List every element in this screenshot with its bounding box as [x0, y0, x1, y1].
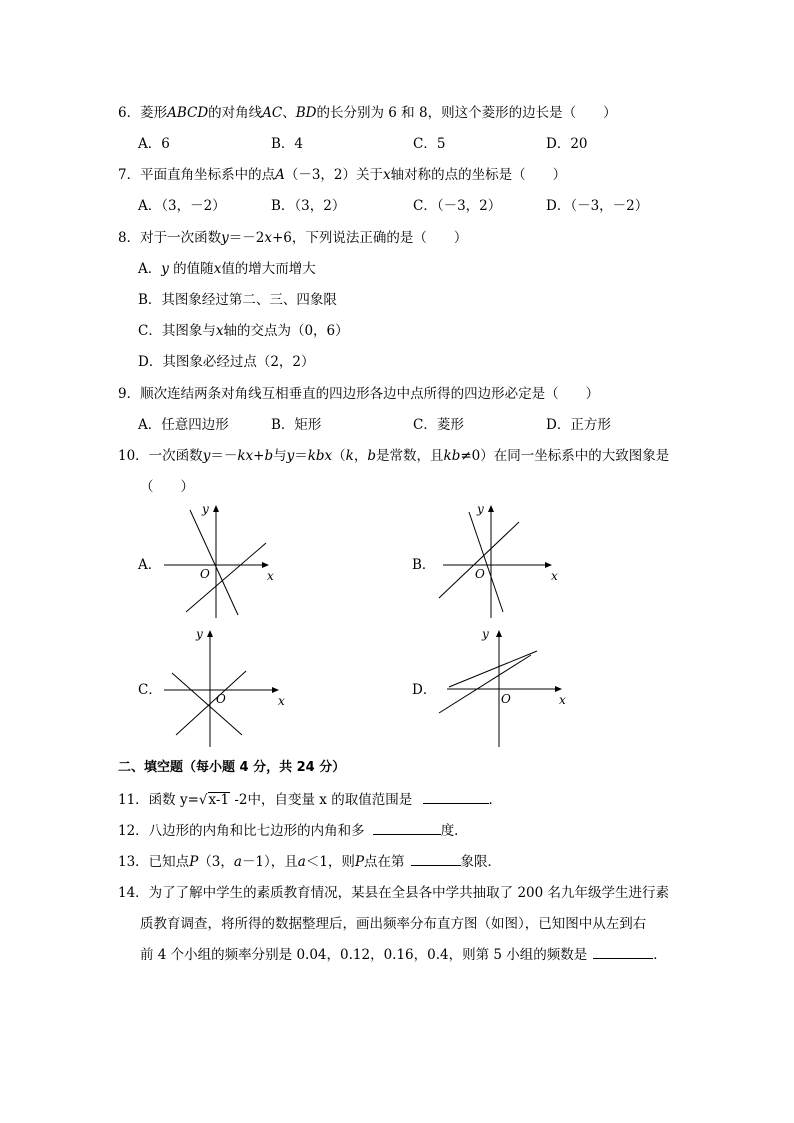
question-14-line-3: 前 4 个小组的频率分别是 0.04，0.12，0.16，0.4，则第 5 小组的频数是 ．	[140, 947, 667, 963]
q7-option-d: D．（－3，－2）	[546, 198, 649, 214]
q7-option-c: C．（－3，2）	[413, 198, 502, 214]
q12-answer-blank[interactable]	[373, 822, 441, 835]
graph-b-x-label: x	[551, 569, 558, 583]
graph-c	[160, 625, 295, 750]
graph-b-y-label: y	[477, 502, 484, 516]
question-14-line-1: 14．为了了解中学生的素质教育情况，某县在全县各中学共抽取了 200 名九年级学生进行素	[118, 885, 670, 901]
q8-option-a: A．y 的值随x值的增大而增大	[138, 261, 316, 277]
q7-option-a: A．（3，－2）	[138, 198, 226, 214]
question-11-stem: 11．函数 y=√x-1 -2中，自变量 x 的取值范围是 ．	[118, 792, 502, 808]
graph-a-y-label: y	[202, 502, 209, 516]
q9-option-c: C．菱形	[413, 417, 464, 433]
graph-b-line-1	[469, 512, 503, 612]
graph-d-origin: O	[501, 692, 511, 706]
q7-option-b: B．（3，2）	[271, 198, 346, 214]
graph-c-line-2	[176, 671, 246, 735]
section-2-title: 二、填空题（每小题 4 分，共 24 分）	[118, 760, 346, 775]
radicand: x-1	[208, 792, 230, 808]
question-7-stem: 7．平面直角坐标系中的点A（－3，2）关于x轴对称的点的坐标是（ ）	[118, 167, 567, 183]
q13-answer-blank[interactable]	[411, 853, 461, 866]
graph-label-c: C．	[138, 682, 162, 698]
question-12-stem: 12．八边形的内角和比七边形的内角和多 度．	[118, 823, 468, 839]
question-14-line-2: 质教育调查，将所得的数据整理后，画出频率分布直方图（如图），已知图中从左到右	[140, 916, 647, 932]
q9-option-a: A．任意四边形	[138, 417, 229, 433]
graph-a-origin: O	[200, 567, 210, 581]
graph-d-line-1	[449, 651, 537, 687]
question-10-stem: 10．一次函数y＝－kx+b与y＝kbx（k，b是常数，且kb≠0）在同一坐标系中的大致图象是	[118, 448, 670, 464]
graph-a-x-label: x	[267, 569, 274, 583]
sqrt-symbol: √	[198, 792, 208, 808]
graph-b	[435, 500, 570, 620]
graph-label-a: A．	[138, 557, 162, 573]
graph-d-x-label: x	[559, 693, 566, 707]
graph-d-line-2	[439, 655, 531, 713]
q14-answer-blank[interactable]	[593, 946, 653, 959]
graph-a-line-2	[186, 543, 266, 612]
graph-label-d: D．	[412, 682, 437, 698]
graph-b-origin: O	[475, 567, 485, 581]
question-8-stem: 8．对于一次函数y＝－2x+6，下列说法正确的是（ ）	[118, 230, 468, 246]
graph-c-line-1	[172, 673, 242, 735]
question-10-answer-paren: （ ）	[140, 479, 194, 495]
graph-c-x-label: x	[278, 694, 285, 708]
q8-option-c: C．其图象与x轴的交点为（0，6）	[138, 323, 349, 339]
question-9-stem: 9．顺次连结两条对角线互相垂直的四边形各边中点所得的四边形必定是（ ）	[118, 386, 600, 402]
q11-answer-blank[interactable]	[423, 791, 489, 804]
graph-b-line-2	[439, 522, 519, 598]
q6-option-c: C．5	[413, 136, 446, 152]
question-13-stem: 13．已知点P（3，a－1），且a＜1，则P点在第 象限．	[118, 854, 502, 870]
question-6-stem: 6．菱形ABCD的对角线AC、BD的长分别为 6 和 8，则这个菱形的边长是（ ）	[118, 105, 617, 121]
q9-option-b: B．矩形	[271, 417, 322, 433]
graph-d	[435, 625, 575, 750]
q8-option-d: D．其图象必经过点（2，2）	[138, 354, 315, 370]
q6-option-d: D．20	[546, 136, 588, 152]
q9-option-d: D．正方形	[546, 417, 611, 433]
graph-c-y-label: y	[196, 627, 203, 641]
q6-option-a: A．6	[138, 136, 170, 152]
graph-c-origin: O	[216, 692, 226, 706]
q8-option-b: B．其图象经过第二、三、四象限	[138, 292, 337, 308]
graph-d-y-label: y	[482, 627, 489, 641]
q6-option-b: B．4	[271, 136, 304, 152]
graph-a-line-1	[190, 510, 238, 615]
graph-label-b: B．	[412, 557, 436, 573]
graph-a	[160, 500, 290, 620]
